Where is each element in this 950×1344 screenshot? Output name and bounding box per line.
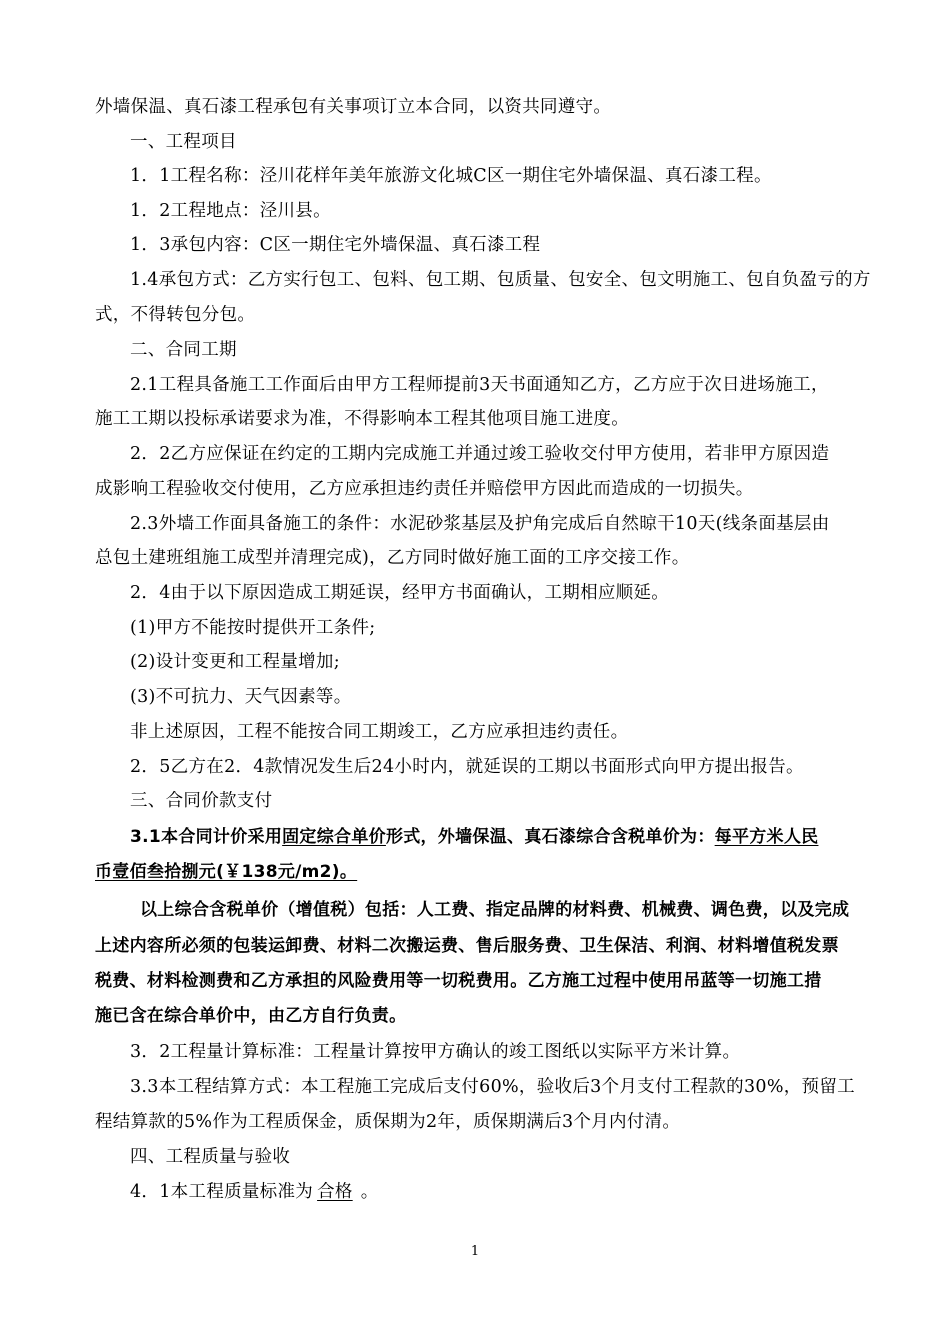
bold-text-line: 上述内容所必须的包装运卸费、材料二次搬运费、售后服务费、卫生保洁、利润、材料增值税发票 [95, 936, 839, 956]
text-line: 1．3承包内容：C区一期住宅外墙保温、真石漆工程 [130, 235, 541, 255]
pricing-method: 固定综合单价 [282, 827, 386, 847]
text-line: 2．2乙方应保证在约定的工期内完成施工并通过竣工验收交付甲方使用，若非甲方原因造 [130, 444, 830, 464]
text-line: 2.1工程具备施工工作面后由甲方工程师提前3天书面通知乙方，乙方应于次日进场施工， [130, 375, 829, 395]
text-line: 2.3外墙工作面具备施工的条件：水泥砂浆基层及护角完成后自然晾干10天(线条面基层由 [130, 514, 830, 534]
list-item: (3)不可抗力、天气因素等。 [130, 687, 352, 707]
bold-text-line: 税费、材料检测费和乙方承担的风险费用等一切税费用。乙方施工过程中使用吊蓝等一切施工措 [95, 971, 822, 991]
clause-3-1-line-1 [130, 825, 818, 849]
text-line: 程结算款的5%作为工程质保金，质保期为2年，质保期满后3个月内付清。 [95, 1112, 681, 1132]
text-line: 2．5乙方在2．4款情况发生后24小时内，就延误的工期以书面形式向甲方提出报告。 [130, 757, 804, 777]
text-line: 1．2工程地点：泾川县。 [130, 201, 331, 221]
text-line: 1．1工程名称：泾川花样年美年旅游文化城C区一期住宅外墙保温、真石漆工程。 [130, 166, 772, 186]
section-heading: 三、合同价款支付 [130, 791, 273, 811]
text-line: 外墙保温、真石漆工程承包有关事项订立本合同，以资共同遵守。 [95, 97, 612, 117]
unit-price-text: 每平方米人民 [714, 827, 819, 847]
list-item: (1)甲方不能按时提供开工条件; [130, 618, 376, 638]
text-line: 总包土建班组施工成型并清理完成)，乙方同时做好施工面的工序交接工作。 [95, 548, 690, 568]
list-item: (2)设计变更和工程量增加; [130, 652, 340, 672]
text-line: 式，不得转包分包。 [95, 305, 256, 325]
clause-3-1-text: 形式，外墙保温、真石漆综合含税单价为： [385, 827, 715, 847]
section-heading: 一、工程项目 [130, 132, 237, 152]
clause-4-1-end: 。 [360, 1182, 379, 1202]
text-line: 1.4承包方式：乙方实行包工、包料、包工期、包质量、包安全、包文明施工、包自负盈亏的方 [130, 270, 871, 290]
text-line: 成影响工程验收交付使用，乙方应承担违约责任并赔偿甲方因此而造成的一切损失。 [95, 479, 754, 499]
clause-3-1-text: 3.1本合同计价采用 [130, 827, 283, 847]
text-line: 3.3本工程结算方式：本工程施工完成后支付60%，验收后3个月支付工程款的30%，预留工 [130, 1077, 855, 1097]
bold-text-line: 施已含在综合单价中，由乙方自行负责。 [95, 1006, 407, 1026]
page-number: 1 [470, 1244, 480, 1259]
text-line: 非上述原因，工程不能按合同工期竣工，乙方应承担违约责任。 [130, 722, 629, 742]
section-heading: 四、工程质量与验收 [130, 1147, 291, 1167]
text-line: 3．2工程量计算标准：工程量计算按甲方确认的竣工图纸以实际平方米计算。 [130, 1042, 741, 1062]
section-heading: 二、合同工期 [130, 340, 237, 360]
clause-4-1-text: 4．1本工程质量标准为 [130, 1182, 314, 1202]
bold-text-line: 以上综合含税单价（增值税）包括：人工费、指定品牌的材料费、机械费、调色费，以及完成 [140, 900, 850, 920]
unit-price-amount: 币壹佰叁拾捌元(￥138元/m2)。 [95, 862, 358, 882]
text-line: 2．4由于以下原因造成工期延误，经甲方书面确认，工期相应顺延。 [130, 583, 670, 603]
clause-4-1 [130, 1180, 379, 1204]
quality-standard-value: 合格 [317, 1182, 353, 1202]
text-line: 施工工期以投标承诺要求为准，不得影响本工程其他项目施工进度。 [95, 409, 629, 429]
